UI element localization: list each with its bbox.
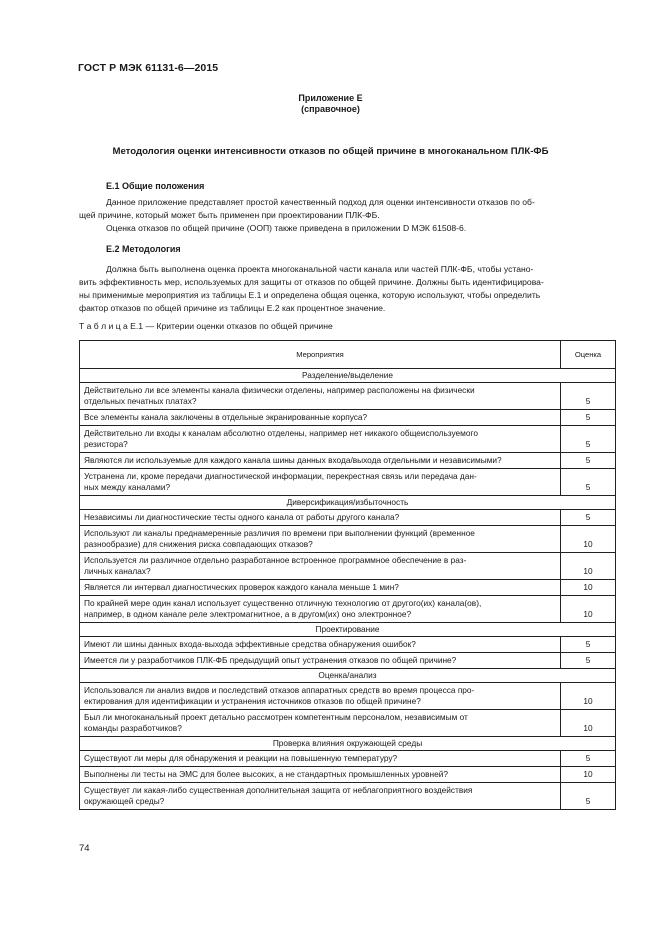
table-row: [80, 453, 616, 469]
score-cell: 10: [561, 526, 616, 553]
page-number: 74: [79, 843, 90, 854]
measure-text: По крайней мере один канал использует существенно отличную технологию от другого(их) канала(ов),: [84, 598, 482, 608]
column-header-measures: Мероприятия: [80, 341, 561, 369]
measure-cell: [80, 710, 561, 737]
group-label: Разделение/выделение: [80, 369, 616, 383]
appendix-heading: Методология оценки интенсивности отказов по общей причине в многоканальном ПЛК-ФБ: [112, 146, 549, 157]
table-row: [80, 653, 616, 669]
measure-text: Существует ли какая-либо существенная дополнительная защита от неблагоприятного воздействия: [84, 785, 473, 795]
score-cell: 10: [561, 580, 616, 596]
score-cell: 5: [561, 653, 616, 669]
table-row: [80, 751, 616, 767]
measure-cell: [80, 526, 561, 553]
measure-cell: [80, 783, 561, 810]
measure-cell: [80, 410, 561, 426]
measure-text: например, в одном канале реле электромагнитное, а в другом(их) оно электронное?: [84, 609, 412, 619]
score-cell: 5: [561, 469, 616, 496]
measure-text: Был ли многоканальный проект детально рассмотрен компетентным персоналом, независимым от: [84, 712, 468, 722]
measure-text: Действительно ли входы к каналам абсолютно отделены, например нет никакого общеиспользуемого: [84, 428, 478, 438]
text-line: фактор отказов по общей причине из таблицы Е.2 как процентное значение.: [79, 303, 386, 313]
measure-cell: [80, 653, 561, 669]
measure-text: ных между каналами?: [84, 482, 171, 492]
criteria-table: [79, 340, 616, 810]
group-row: [80, 669, 616, 683]
score-cell: 5: [561, 783, 616, 810]
text-line: Данное приложение представляет простой качественный подход для оценки интенсивности отказов по об-: [106, 197, 535, 207]
measure-text: команды разработчиков?: [84, 723, 182, 733]
measure-text: окружающей среды?: [84, 796, 165, 806]
section-e1-paragraph: [79, 196, 615, 235]
table-header-row: [80, 341, 616, 369]
measure-text: Существуют ли меры для обнаружения и реакции на повышенную температуру?: [84, 753, 398, 763]
measure-cell: [80, 383, 561, 410]
table-caption: Т а б л и ц а Е.1 — Критерии оценки отказов по общей причине: [79, 321, 333, 331]
text-line: щей причине, который может быть применен при проектировании ПЛК-ФБ.: [79, 210, 380, 220]
text-line: Должна быть выполнена оценка проекта многоканальной части канала или частей ПЛК-ФБ, чтобы устано-: [106, 264, 534, 274]
table-row: [80, 410, 616, 426]
table-row: [80, 553, 616, 580]
score-cell: 10: [561, 710, 616, 737]
column-header-score: Оценка: [561, 341, 616, 369]
score-cell: 10: [561, 683, 616, 710]
table-row: [80, 510, 616, 526]
measure-text: Имеется ли у разработчиков ПЛК-ФБ предыдущий опыт устранения отказов по общей причине?: [84, 655, 457, 665]
group-label: Проверка влияния окружающей среды: [80, 737, 616, 751]
table-row: [80, 526, 616, 553]
score-cell: 5: [561, 751, 616, 767]
table-row: [80, 426, 616, 453]
measure-cell: [80, 453, 561, 469]
table-row: [80, 710, 616, 737]
measure-text: Устранена ли, кроме передачи диагностической информации, перекрестная связь или передача дан-: [84, 471, 477, 481]
score-cell: 10: [561, 553, 616, 580]
score-cell: 5: [561, 637, 616, 653]
measure-text: Являются ли используемые для каждого канала шины данных входа/выхода отдельными и независимыми?: [84, 455, 502, 465]
text-line: ны применимые мероприятия из таблицы Е.1 и определена общая оценка, которую используют, чтобы определить: [79, 290, 541, 300]
document-header: ГОСТ Р МЭК 61131-6—2015: [78, 62, 219, 74]
measure-cell: [80, 637, 561, 653]
score-cell: 5: [561, 383, 616, 410]
measure-text: резистора?: [84, 439, 128, 449]
group-label: Проектирование: [80, 623, 616, 637]
measure-cell: [80, 426, 561, 453]
table-row: [80, 580, 616, 596]
measure-text: Имеют ли шины данных входа-выхода эффективные средства обнаружения ошибок?: [84, 639, 416, 649]
measure-text: разнообразие) для снижения риска совпадающих отказов?: [84, 539, 313, 549]
measure-text: отдельных печатных платах?: [84, 396, 197, 406]
appendix-subtitle: (справочное): [301, 104, 360, 114]
measure-cell: [80, 580, 561, 596]
measure-text: Является ли интервал диагностических проверок каждого канала меньше 1 мин?: [84, 582, 399, 592]
table-row: [80, 596, 616, 623]
measure-cell: [80, 596, 561, 623]
measure-cell: [80, 683, 561, 710]
measure-cell: [80, 751, 561, 767]
score-cell: 5: [561, 453, 616, 469]
table-row: [80, 469, 616, 496]
group-label: Диверсификация/избыточность: [80, 496, 616, 510]
score-cell: 10: [561, 596, 616, 623]
section-e2-paragraph: [79, 263, 615, 315]
appendix-title: Приложение Е: [298, 93, 363, 103]
measure-text: Использовался ли анализ видов и последствий отказов аппаратных средств во время процесса про-: [84, 685, 475, 695]
score-cell: 5: [561, 410, 616, 426]
text-line: Оценка отказов по общей причине (ООП) также приведена в приложении D МЭК 61508-6.: [106, 223, 467, 233]
group-label: Оценка/анализ: [80, 669, 616, 683]
text-line: вить эффективность мер, используемых для защиты от отказов по общей причине. Должны быть идентифицирова-: [79, 277, 544, 287]
measure-cell: [80, 767, 561, 783]
group-row: [80, 623, 616, 637]
measure-text: Используется ли различное отдельно разработанное встроенное программное обеспечение в раз-: [84, 555, 467, 565]
measure-text: ектирования для идентификации и устранения источников отказов по общей причине?: [84, 696, 421, 706]
measure-text: Выполнены ли тесты на ЭМС для более высоких, а не стандартных промышленных уровней?: [84, 769, 448, 779]
measure-text: Используют ли каналы преднамеренные различия по времени при выполнении функций (временное: [84, 528, 475, 538]
group-row: [80, 496, 616, 510]
group-row: [80, 737, 616, 751]
measure-text: Независимы ли диагностические тесты одного канала от работы другого канала?: [84, 512, 400, 522]
measure-cell: [80, 510, 561, 526]
section-heading-e2: Е.2 Методология: [106, 244, 181, 254]
score-cell: 5: [561, 426, 616, 453]
measure-text: Все элементы канала заключены в отдельные экранированные корпуса?: [84, 412, 368, 422]
table-row: [80, 683, 616, 710]
table-row: [80, 783, 616, 810]
measure-cell: [80, 553, 561, 580]
measure-text: личных каналах?: [84, 566, 151, 576]
score-cell: 5: [561, 510, 616, 526]
section-heading-e1: Е.1 Общие положения: [106, 181, 205, 191]
measure-cell: [80, 469, 561, 496]
measure-text: Действительно ли все элементы канала физически отделены, например расположены на физически: [84, 385, 475, 395]
table-row: [80, 383, 616, 410]
table-row: [80, 637, 616, 653]
group-row: [80, 369, 616, 383]
table-row: [80, 767, 616, 783]
score-cell: 10: [561, 767, 616, 783]
